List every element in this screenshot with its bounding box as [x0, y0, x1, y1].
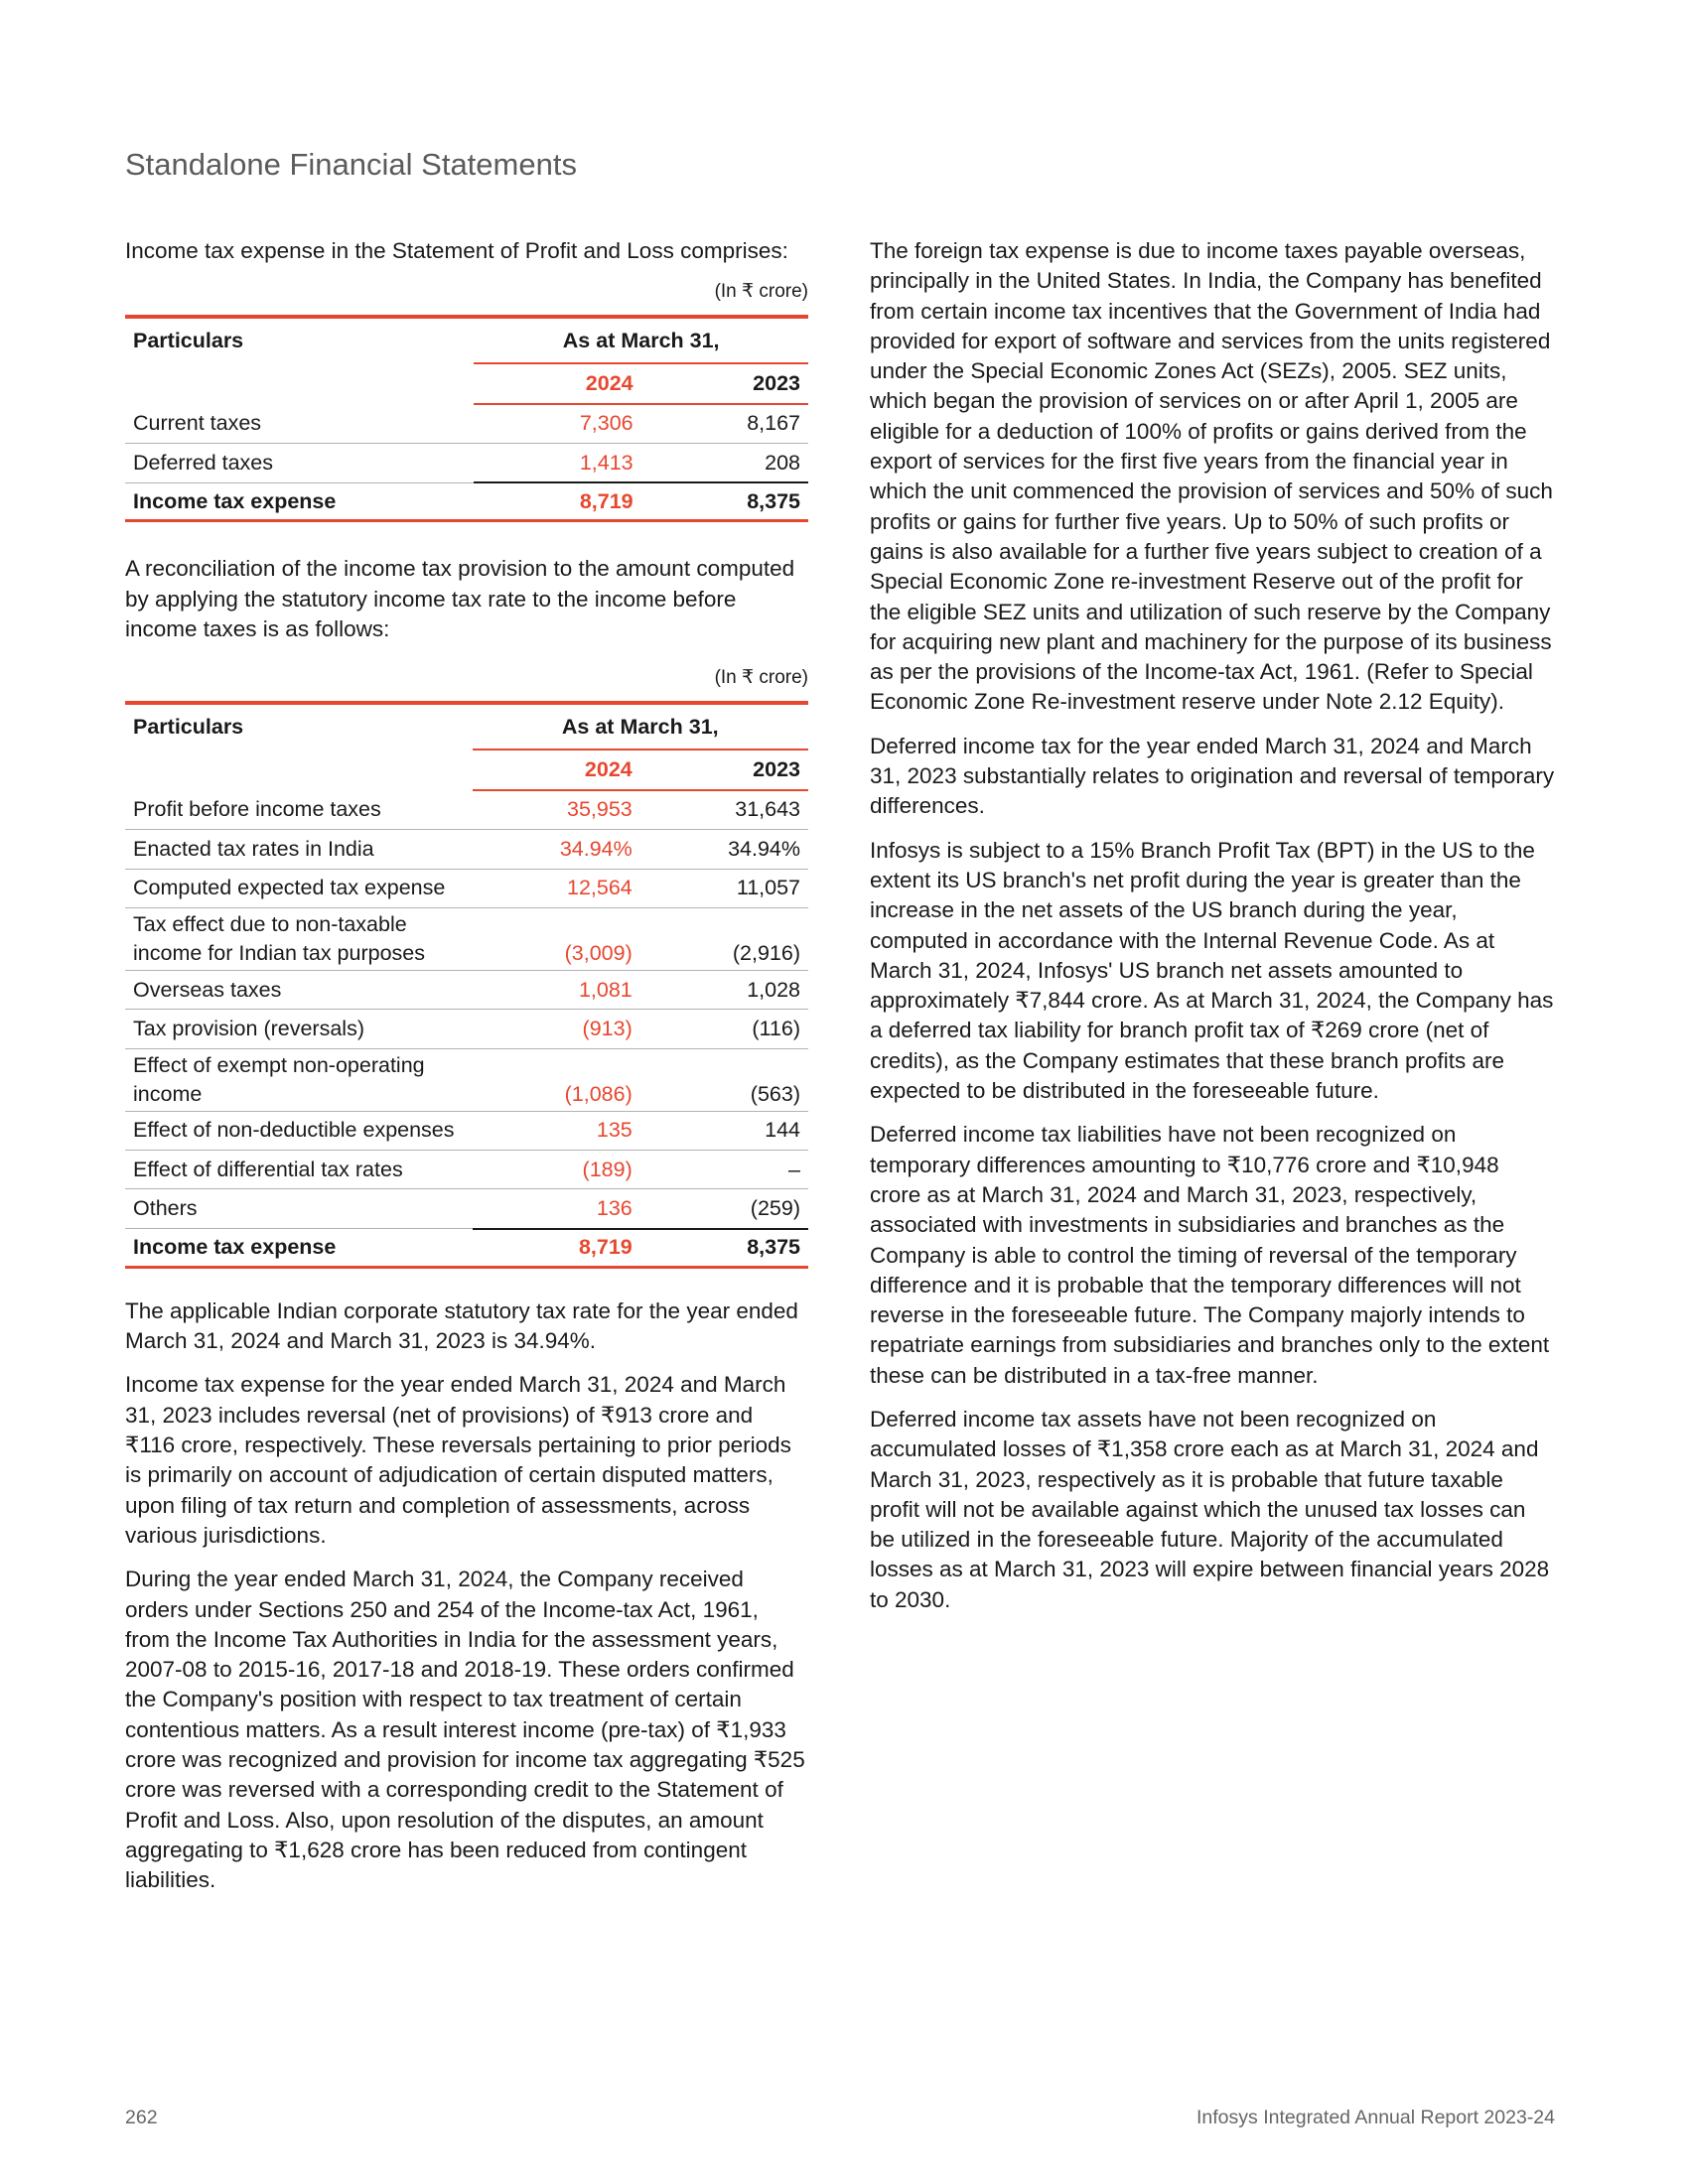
value-2024: (913) — [473, 1010, 640, 1048]
value-2024: (3,009) — [473, 907, 640, 970]
row-label: Tax provision (reversals) — [125, 1010, 473, 1048]
page-number: 262 — [125, 2107, 158, 2128]
paragraph-reversals: Income tax expense for the year ended March 31, 2024 and March 31, 2023 includes reversal (net of provisions) of ₹913 crore and ₹116 crore, respectively. These reversals pertaining to prior periods is primarily on account of adjudication of certain disputed matters, upon filing of tax return and completion of assessments, across various jurisdictions. — [125, 1372, 791, 1548]
total-label: Income tax expense — [125, 482, 474, 521]
paragraph-tax-rate: The applicable Indian corporate statutory tax rate for the year ended March 31, 2024 and March 31, 2023 is 34.94%. — [125, 1297, 798, 1354]
left-column — [125, 236, 808, 1910]
table-row — [125, 790, 808, 830]
table-row — [125, 1048, 808, 1111]
row-label: Others — [125, 1189, 473, 1229]
row-label: Overseas taxes — [125, 970, 473, 1009]
table-row — [125, 1111, 808, 1150]
value-2023: (2,916) — [640, 907, 808, 970]
right-column — [870, 236, 1555, 1629]
report-name: Infosys Integrated Annual Report 2023-24 — [1196, 2107, 1555, 2128]
col-particulars: Particulars — [133, 329, 244, 353]
paragraph-deferred-assets: Deferred income tax assets have not been recognized on accumulated losses of ₹1,358 crore each as at March 31, 2024 and March 31, 2023, respectively as it is probable that future taxable profit will not be available against which the unused tax losses can be utilized in the foreseeable future. Majority of the accumulated losses as at March 31, 2023 will expire between financial years 2028 to 2030. — [870, 1406, 1550, 1612]
value-2024: 1,413 — [474, 444, 640, 483]
col-2024: 2024 — [474, 363, 640, 403]
table-row — [125, 404, 808, 444]
section2-intro: A reconciliation of the income tax provision to the amount computed by applying the statutory income tax rate to the income before income taxes is as follows: — [125, 556, 795, 642]
value-2024: (1,086) — [473, 1048, 640, 1111]
table-header-row — [125, 317, 808, 363]
value-2023: – — [640, 1151, 808, 1189]
table-row — [125, 970, 808, 1009]
page-title: Standalone Financial Statements — [125, 147, 577, 182]
table-row — [125, 869, 808, 907]
section1-unit: (In ₹ crore) — [714, 281, 808, 303]
value-2023: 8,167 — [641, 404, 808, 444]
col-2023: 2023 — [641, 363, 808, 403]
col-group-header: As at March 31, — [473, 703, 808, 750]
value-2023: 1,028 — [640, 970, 808, 1009]
table-row — [125, 444, 808, 483]
value-2024: 34.94% — [473, 830, 640, 869]
row-label: Tax effect due to non-taxable income for Indian tax purposes — [125, 907, 473, 970]
value-2023: 31,643 — [640, 790, 808, 830]
value-2024: 7,306 — [474, 404, 640, 444]
total-2024: 8,719 — [473, 1229, 640, 1268]
table-year-row — [125, 363, 808, 403]
value-2023: (259) — [640, 1189, 808, 1229]
table-header-row — [125, 703, 808, 750]
col-group-header: As at March 31, — [474, 317, 808, 363]
value-2023: 144 — [640, 1111, 808, 1150]
paragraph-foreign-tax: The foreign tax expense is due to income taxes payable overseas, principally in the United States. In India, the Company has benefited from certain income tax incentives that the Government of India had provided for export of software and services from the units registered under the Special Economic Zones Act (SEZs), 2005. SEZ units, which began the provision of services on or after April 1, 2005 are eligible for a deduction of 100% of profits or gains derived from the export of services for the first five years from the financial year in which the unit commenced the provision of services and 50% of such profits or gains for further five years. Up to 50% of such profits or gains is also available for a further five years subject to creation of a Special Economic Zone re-investment Reserve out of the profit for the eligible SEZ units and utilization of such reserve by the Company for acquiring new plant and machinery for the purpose of its business as per the provisions of the Income-tax Act, 1961. (Refer to Special Economic Zone Re-investment reserve under Note 2.12 Equity). — [870, 238, 1553, 715]
row-label: Effect of exempt non-operating income — [125, 1048, 473, 1111]
col-particulars: Particulars — [133, 715, 244, 740]
value-2024: (189) — [473, 1151, 640, 1189]
value-2023: (563) — [640, 1048, 808, 1111]
row-label: Effect of differential tax rates — [125, 1151, 473, 1189]
paragraph-orders: During the year ended March 31, 2024, the Company received orders under Sections 250 and 254 of the Income-tax Act, 1961, from the Income Tax Authorities in India for the assessment years, 2007-08 to 2015-16, 2017-18 and 2018-19. These orders confirmed the Company's position with respect to tax treatment of certain contentious matters. As a result interest income (pre-tax) of ₹1,933 crore was recognized and provision for income tax aggregating ₹525 crore was reversed with a corresponding credit to the Statement of Profit and Loss. Also, upon resolution of the disputes, an amount aggregating to ₹1,628 crore has been reduced from contingent liabilities. — [125, 1567, 805, 1893]
total-2023: 8,375 — [640, 1229, 808, 1268]
table-row — [125, 1189, 808, 1229]
income-tax-expense-table — [125, 315, 808, 522]
paragraph-deferred-tax: Deferred income tax for the year ended March 31, 2024 and March 31, 2023 substantially relates to origination and reversal of temporary differences. — [870, 733, 1555, 819]
value-2023: 11,057 — [640, 869, 808, 907]
table-row — [125, 830, 808, 869]
total-2024: 8,719 — [474, 482, 640, 521]
section2-unit: (In ₹ crore) — [714, 667, 808, 689]
row-label: Profit before income taxes — [125, 790, 473, 830]
row-label: Deferred taxes — [125, 444, 474, 483]
section1-intro: Income tax expense in the Statement of Profit and Loss comprises: — [125, 238, 788, 263]
table-row — [125, 1010, 808, 1048]
paragraph-branch-profit-tax: Infosys is subject to a 15% Branch Profit Tax (BPT) in the US to the extent its US branch's net profit during the year is greater than the increase in the net assets of the US branch during the year, computed in accordance with the Internal Revenue Code. As at March 31, 2024, Infosys' US branch net assets amounted to approximately ₹7,844 crore. As at March 31, 2024, the Company has a deferred tax liability for branch profit tax of ₹269 crore (net of credits), as the Company estimates that these branch profits are expected to be distributed in the foreseeable future. — [870, 837, 1554, 1104]
value-2024: 35,953 — [473, 790, 640, 830]
tax-reconciliation-table — [125, 701, 808, 1269]
row-label: Effect of non-deductible expenses — [125, 1111, 473, 1150]
table-total-row — [125, 482, 808, 521]
row-label: Computed expected tax expense — [125, 869, 473, 907]
col-2024: 2024 — [473, 750, 640, 789]
table-year-row — [125, 750, 808, 789]
left-notes — [125, 1297, 808, 1896]
table-row — [125, 907, 808, 970]
row-label: Current taxes — [125, 404, 474, 444]
table-row — [125, 1151, 808, 1189]
value-2023: 208 — [641, 444, 808, 483]
value-2024: 135 — [473, 1111, 640, 1150]
total-label: Income tax expense — [125, 1229, 473, 1268]
row-label: Enacted tax rates in India — [125, 830, 473, 869]
total-2023: 8,375 — [641, 482, 808, 521]
value-2024: 12,564 — [473, 869, 640, 907]
value-2023: (116) — [640, 1010, 808, 1048]
paragraph-deferred-liabilities: Deferred income tax liabilities have not been recognized on temporary differences amounting to ₹10,776 crore and ₹10,948 crore as at March 31, 2024 and March 31, 2023, respectively, associated with investments in subsidiaries and branches as the Company is able to control the timing of reversal of the temporary difference and it is probable that the temporary differences will not reverse in the foreseeable future. The Company majorly intends to repatriate earnings from subsidiaries and branches only to the extent these can be distributed in a tax-free manner. — [870, 1122, 1550, 1388]
col-2023: 2023 — [640, 750, 808, 789]
value-2024: 136 — [473, 1189, 640, 1229]
value-2024: 1,081 — [473, 970, 640, 1009]
table-total-row — [125, 1229, 808, 1268]
value-2023: 34.94% — [640, 830, 808, 869]
